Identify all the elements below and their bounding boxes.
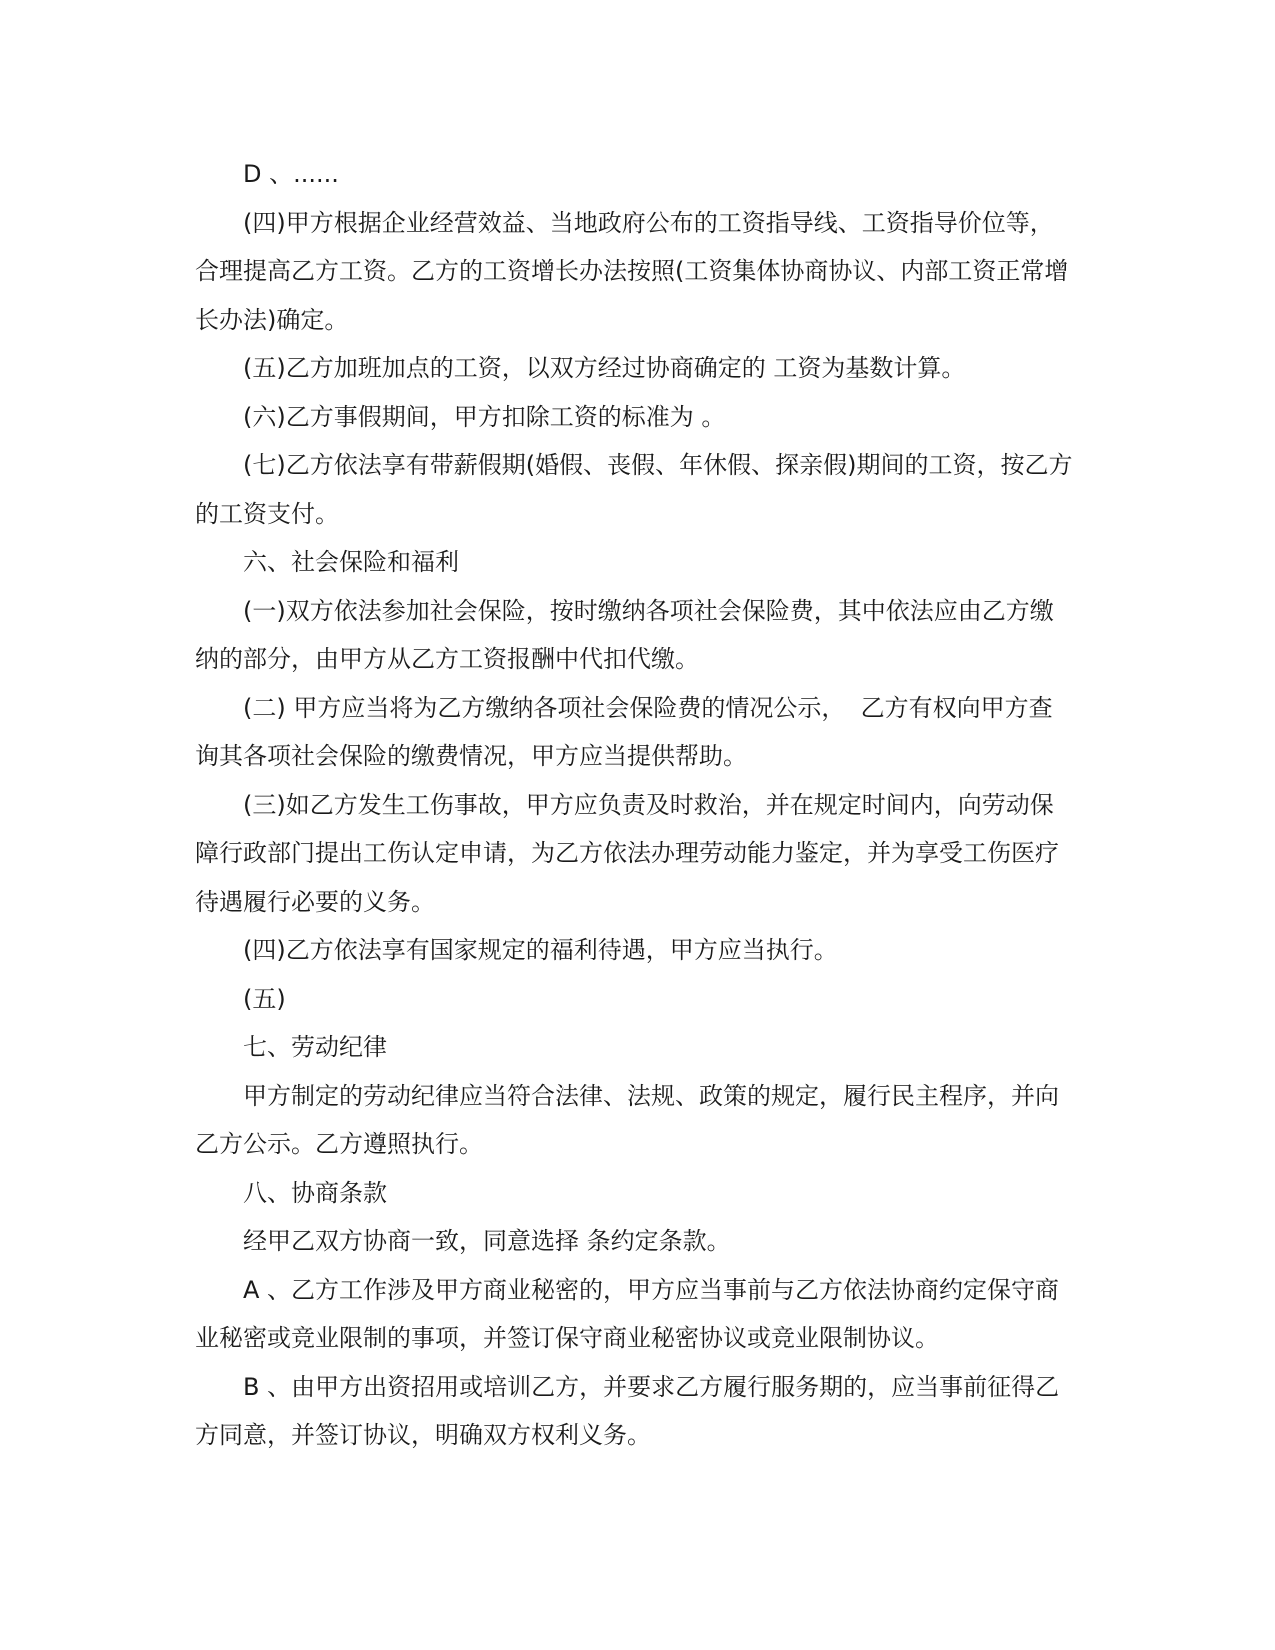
paragraph-social-insurance-2: (二) 甲方应当将为乙方缴纳各项社会保险费的情况公示， 乙方有权向甲方查询其各项社会保险的缴费情况，甲方应当提供帮助。 <box>195 693 1053 770</box>
paragraph-negotiation-intro: 经甲乙双方协商一致，同意选择 条约定条款。 <box>243 1227 731 1255</box>
paragraph-clause-b: B 、由甲方出资招用或培训乙方，并要求乙方履行服务期的，应当事前征得乙方同意，并签订协议，明确双方权利义务。 <box>195 1372 1060 1449</box>
paragraph-overtime-wage: (五)乙方加班加点的工资，以双方经过协商确定的 工资为基数计算。 <box>243 354 966 382</box>
paragraph-personal-leave: (六)乙方事假期间，甲方扣除工资的标准为 。 <box>243 402 726 431</box>
paragraph-discipline: 甲方制定的劳动纪律应当符合法律、法规、政策的规定，履行民主程序，并向乙方公示。乙方遵照执行。 <box>195 1081 1059 1158</box>
paragraph-clause-a: A 、乙方工作涉及甲方商业秘密的，甲方应当事前与乙方依法协商约定保守商业秘密或竞业限制的事项，并签订保守商业秘密协议或竞业限制协议。 <box>195 1275 1060 1352</box>
paragraph-work-injury: (三)如乙方发生工伤事故，甲方应负责及时救治，并在规定时间内，向劳动保障行政部门提出工伤认定申请，为乙方依法办理劳动能力鉴定，并为享受工伤医疗待遇履行必要的义务。 <box>195 790 1059 916</box>
section-heading-negotiation: 八、协商条款 <box>243 1178 387 1207</box>
paragraph-item-d: D 、...... <box>243 160 339 188</box>
paragraph-item-5-blank: (五) <box>243 984 286 1013</box>
paragraph-social-insurance-1: (一)双方依法参加社会保险，按时缴纳各项社会保险费，其中依法应由乙方缴纳的部分，由甲方从乙方工资报酬中代扣代缴。 <box>195 596 1054 673</box>
document-body <box>195 150 1075 1460</box>
section-heading-social-insurance: 六、社会保险和福利 <box>243 548 459 576</box>
paragraph-paid-leave: (七)乙方依法享有带薪假期(婚假、丧假、年休假、探亲假)期间的工资，按乙方的工资支付。 <box>195 451 1073 528</box>
section-heading-labor-discipline: 七、劳动纪律 <box>243 1033 387 1061</box>
paragraph-welfare: (四)乙方依法享有国家规定的福利待遇，甲方应当执行。 <box>243 936 838 964</box>
paragraph-wage-increase: (四)甲方根据企业经营效益、当地政府公布的工资指导线、工资指导价位等，合理提高乙方工资。乙方的工资增长办法按照(工资集体协商协议、内部工资正常增长办法)确定。 <box>195 208 1069 334</box>
